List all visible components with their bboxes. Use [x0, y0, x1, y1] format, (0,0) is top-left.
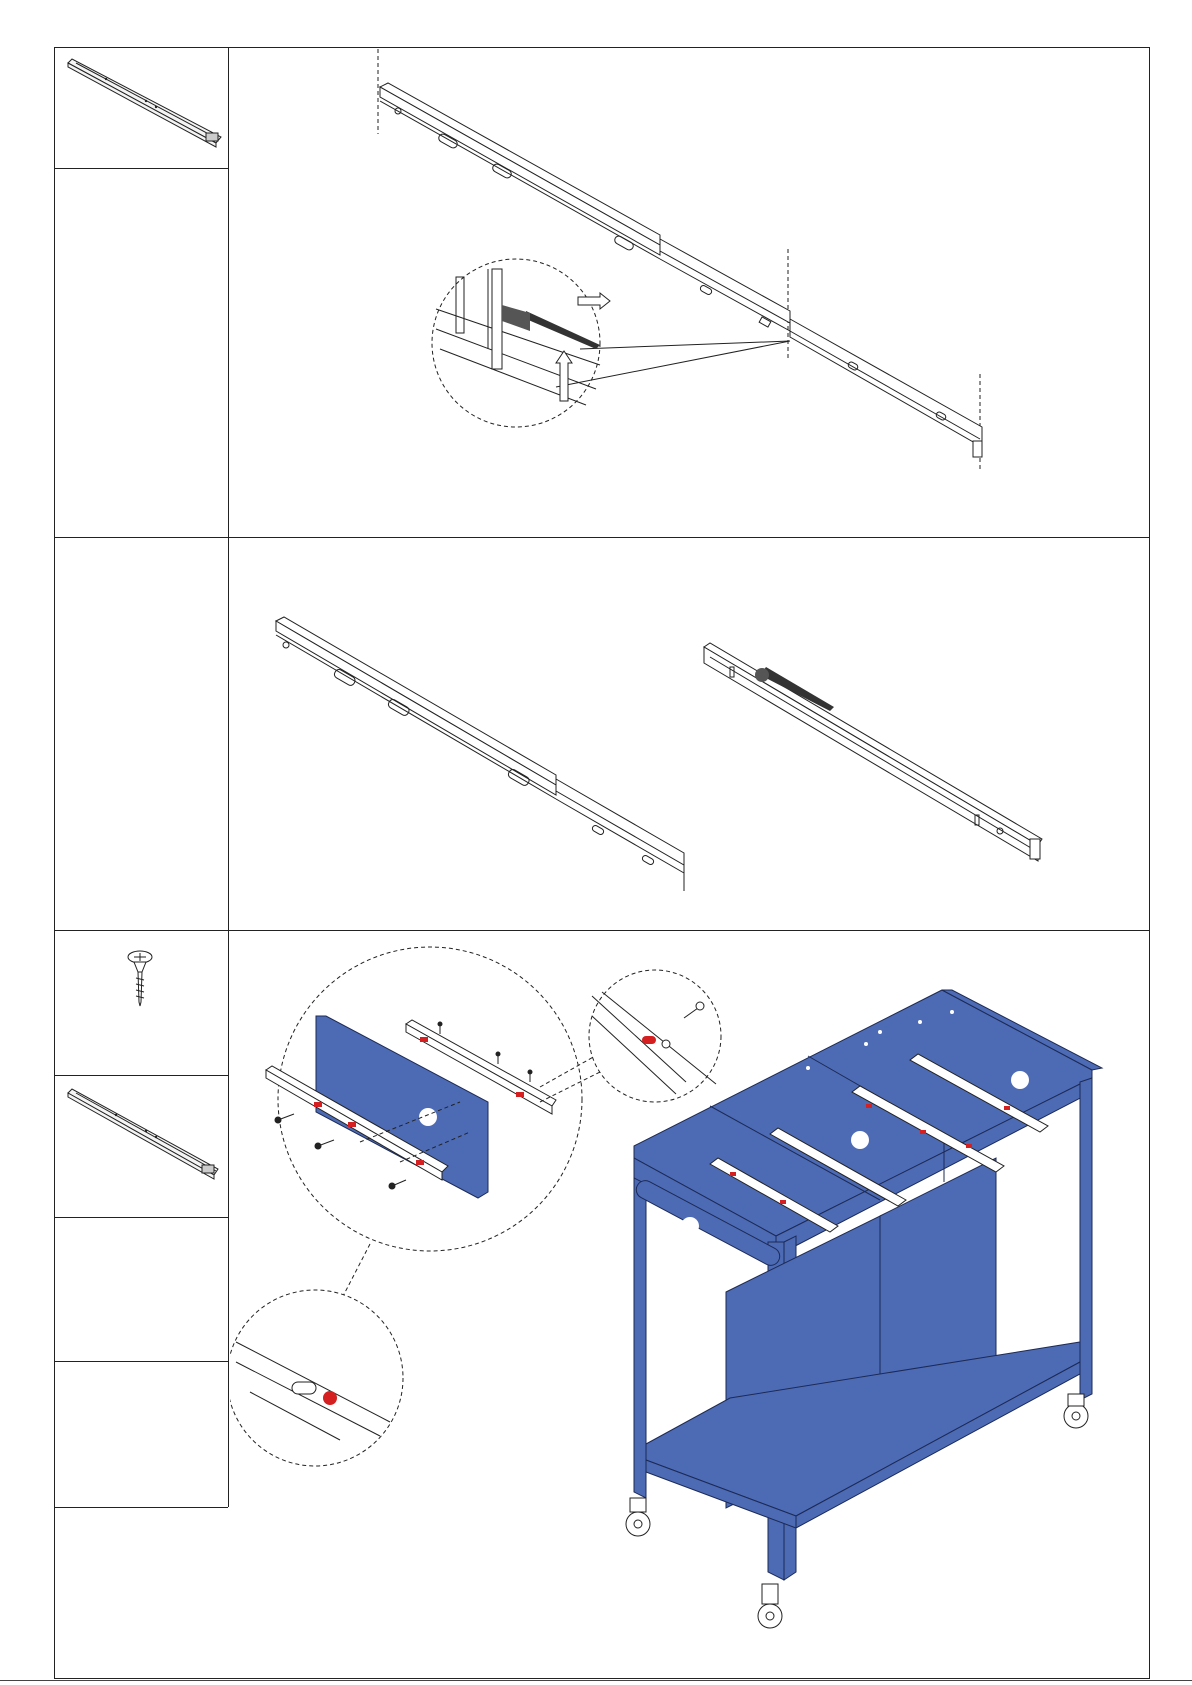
parts-divider-c4	[54, 1507, 228, 1508]
row-divider-1	[54, 537, 1150, 538]
page-bottom-rule	[0, 1680, 1192, 1685]
parts-divider-c3	[54, 1361, 228, 1362]
figure-slide-members	[230, 539, 1148, 929]
parts-divider-a1	[54, 168, 228, 169]
figure-drawer-slide-mounting	[230, 932, 1148, 1677]
parts-divider-c1	[54, 1075, 228, 1076]
drawer-slide-icon	[56, 49, 228, 168]
part-cell-drawer-slide-c	[56, 1077, 228, 1217]
parts-divider-c2	[54, 1217, 228, 1218]
screw-icon	[56, 932, 228, 1075]
part-cell-drawer-slide-a	[56, 49, 228, 168]
row-divider-2	[54, 930, 1150, 931]
column-divider	[228, 47, 229, 1507]
figure-slide-release	[230, 49, 1148, 536]
drawer-slide-icon	[56, 1077, 228, 1217]
part-cell-screw	[56, 932, 228, 1075]
